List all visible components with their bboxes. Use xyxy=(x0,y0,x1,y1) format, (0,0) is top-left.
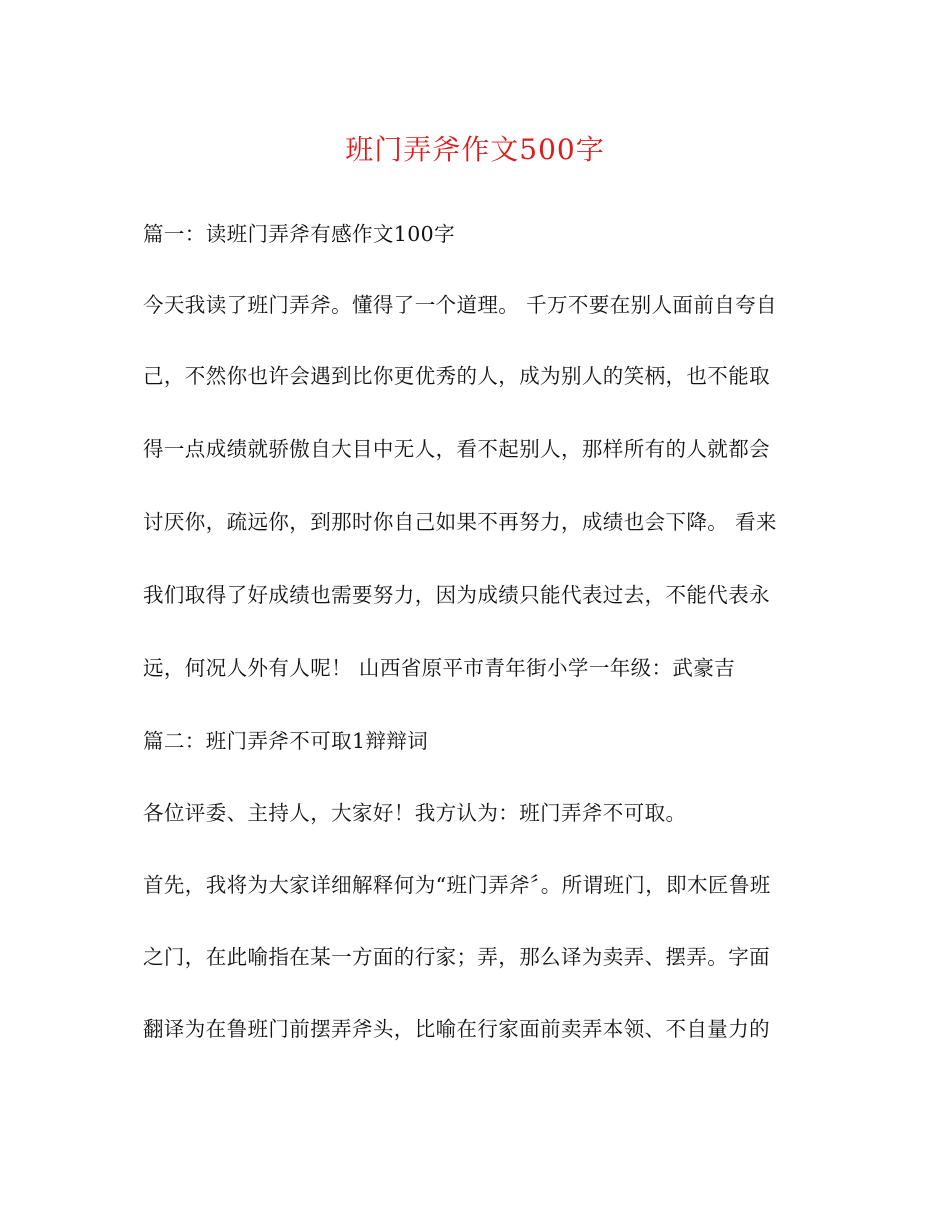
document-title: 班门弄斧作文500字 xyxy=(345,133,605,166)
paragraph-line: 讨厌你，疏远你，到那时你自己如果不再努力，成绩也会下降。 看来 xyxy=(143,510,777,534)
paragraph-line: 翻译为在鲁班门前摆弄斧头，比喻在行家面前卖弄本领、不自量力的 xyxy=(143,1017,770,1041)
section-heading-1: 篇一：读班门弄斧有感作文100字 xyxy=(143,222,456,246)
paragraph-line: 我们取得了好成绩也需要努力，因为成绩只能代表过去，不能代表永 xyxy=(143,583,770,607)
paragraph-line: 首先，我将为大家详细解释何为“班门弄斧〞。所谓班门，即木匠鲁班 xyxy=(143,873,771,897)
section-heading-2: 篇二：班门弄斧不可取1辩辩词 xyxy=(143,729,429,753)
paragraph-line: 远，何况人外有人呢！ 山西省原平市青年街小学一年级：武豪吉 xyxy=(143,656,736,680)
paragraph-line: 得一点成绩就骄傲自大目中无人，看不起别人，那样所有的人就都会 xyxy=(143,437,770,461)
paragraph-line: 之门，在此喻指在某一方面的行家；弄，那么译为卖弄、摆弄。字面 xyxy=(143,945,770,969)
paragraph-line: 己，不然你也许会遇到比你更优秀的人，成为别人的笑柄，也不能取 xyxy=(143,364,770,388)
paragraph-line: 各位评委、主持人，大家好！我方认为：班门弄斧不可取。 xyxy=(143,801,687,825)
paragraph-line: 今天我读了班门弄斧。懂得了一个道理。 千万不要在别人面前自夸自 xyxy=(143,293,777,317)
